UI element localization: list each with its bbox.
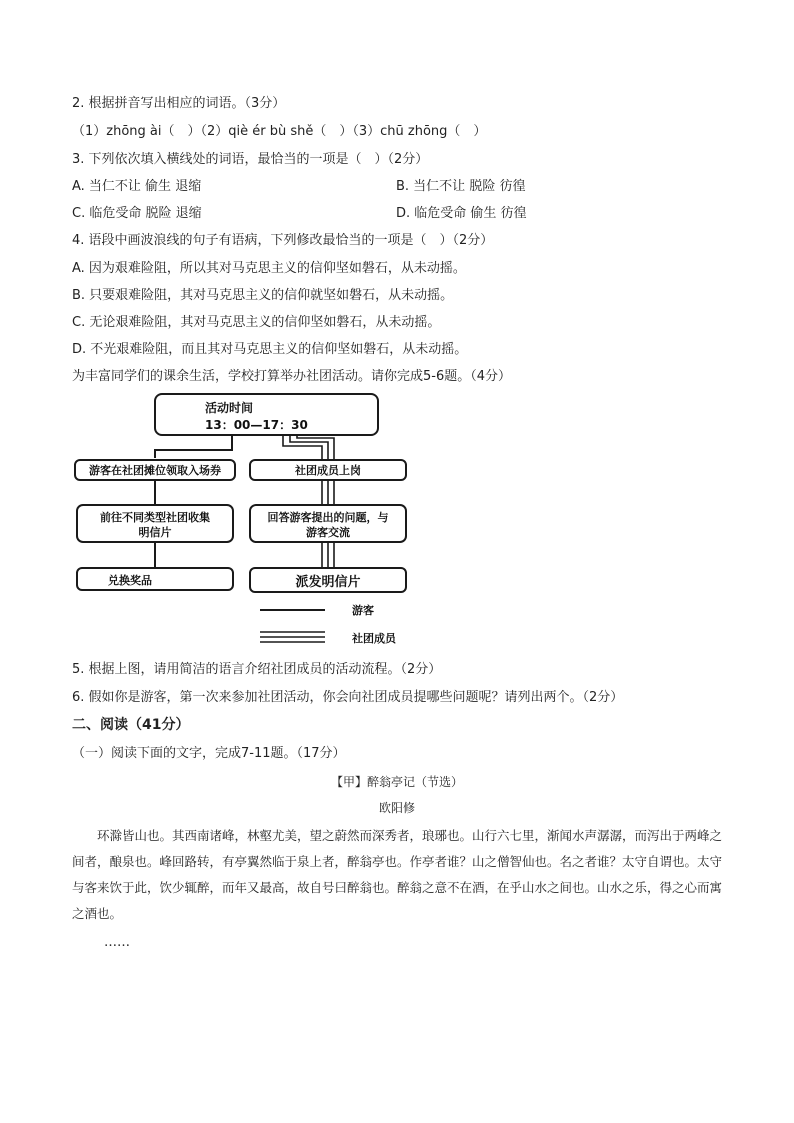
q4-option-c: C. 无论艰难险阻，其对马克思主义的信仰坚如磐石，从未动摇。 [72,315,441,330]
diagram-right-box1: 社团成员上岗 [295,464,361,477]
q3-option-a: A. 当仁不让 偷生 退缩 [72,179,202,194]
passage-author: 欧阳修 [378,801,415,815]
diagram-left-box2-line2: 明信片 [138,526,172,539]
legend-member-label: 社团成员 [352,632,396,645]
diagram-right-box2-line2: 游客交流 [306,526,350,539]
diagram-right-box3: 派发明信片 [295,575,361,590]
passage-title: 【甲】醉翁亭记（节选） [330,775,463,789]
passage-ellipsis: …… [104,935,130,950]
q3-option-c: C. 临危受命 脱险 退缩 [72,206,202,221]
q6-stem: 6. 假如你是游客，第一次来参加社团活动，你会向社团成员提哪些问题呢？请列出两个。（2分） [72,690,624,705]
q3-stem: 3. 下列依次填入横线处的词语，最恰当的一项是（ ）（2分） [72,152,429,167]
section2-heading: 二、阅读（41分） [72,717,190,733]
diagram-left-box1: 游客在社团摊位领取入场券 [89,464,221,477]
passage-text: 环滁皆山也。其西南诸峰，林壑尤美，望之蔚然而深秀者，琅琊也。山行六七里，渐闻水声潺潺，而泻出于两峰之间者，酿泉也。峰回路转，有亭翼然临于泉上者，醉翁亭也。作亭者谁？山之僧智仙也。名之者谁？太守自谓也。太守与客来饮于此，饮少辄醉，而年又最高，故自号曰醉翁也。醉翁之意不在酒，在乎山水之间也。山水之乐，得之心而寓之酒也。 [72,828,723,921]
activity-flow-diagram [0,388,794,658]
q5-stem: 5. 根据上图，请用简洁的语言介绍社团成员的活动流程。（2分） [72,662,442,677]
q2-items: （1）zhōng ài（ ）（2）qiè ér bù shě（ ）（3）chū zhōng（ ） [72,124,487,139]
q4-stem: 4. 语段中画波浪线的句子有语病，下列修改最恰当的一项是（ ）（2分） [72,233,494,248]
q2-stem: 2. 根据拼音写出相应的词语。（3分） [72,96,286,111]
diagram-top-line2: 13：00—17：30 [205,418,308,432]
diagram-top-line1: 活动时间 [205,401,254,415]
q4-option-d: D. 不光艰难险阻，而且其对马克思主义的信仰坚如磐石，从未动摇。 [72,342,468,357]
q4-option-a: A. 因为艰难险阻，所以其对马克思主义的信仰坚如磐石，从未动摇。 [72,261,466,276]
q3-option-b: B. 当仁不让 脱险 彷徨 [396,179,526,194]
diagram-left-box2-line1: 前往不同类型社团收集 [100,511,210,524]
diagram-left-box3: 兑换奖品 [108,574,152,587]
q4-option-b: B. 只要艰难险阻，其对马克思主义的信仰就坚如磐石，从未动摇。 [72,288,454,303]
q5-6-intro: 为丰富同学们的课余生活，学校打算举办社团活动。请你完成5-6题。（4分） [72,369,512,384]
q3-option-d: D. 临危受命 偷生 彷徨 [396,206,527,221]
legend-visitor-label: 游客 [352,604,374,617]
diagram-right-box2-line1: 回答游客提出的问题，与 [267,511,389,524]
section2-part1: （一）阅读下面的文字，完成7-11题。（17分） [72,746,346,761]
